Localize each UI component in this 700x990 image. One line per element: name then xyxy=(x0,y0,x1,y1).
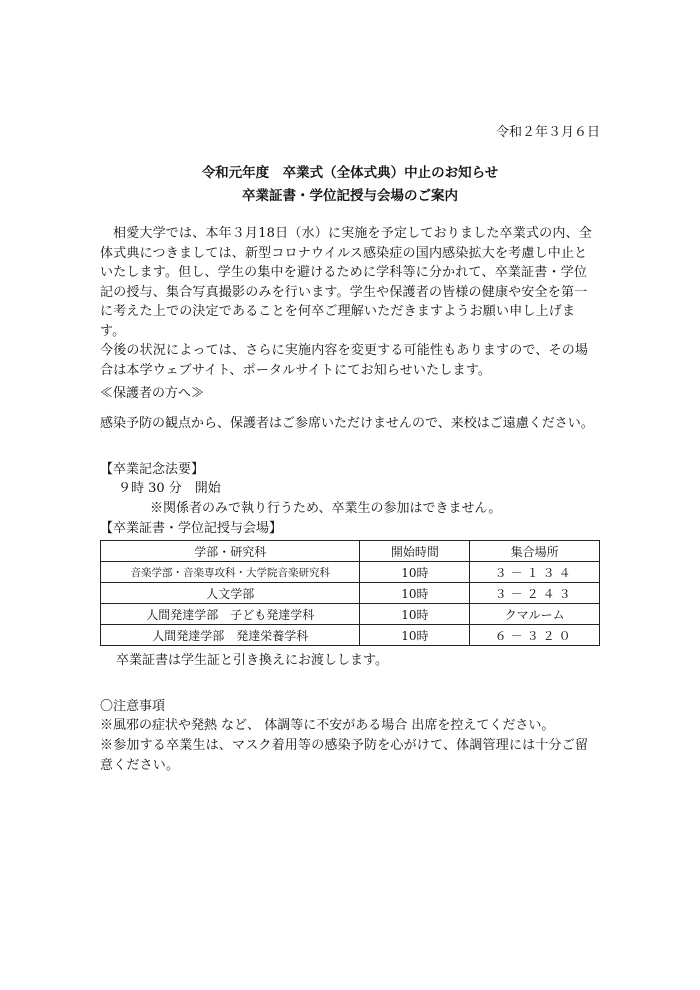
table-note: 卒業証書は学生証と引き換えにお渡しします。 xyxy=(116,653,388,668)
memorial-note: ※関係者のみで執り行うため、卒業生の参加はできません。 xyxy=(150,501,502,516)
cell-meeting-place: ３－１３４ xyxy=(470,562,600,583)
venue-table xyxy=(100,540,600,646)
memorial-heading: 【卒業記念法要】 xyxy=(100,462,205,477)
cell-meeting-place: クマルーム xyxy=(470,604,600,625)
cell-faculty: 人間発達学部 発達栄養学科 xyxy=(101,625,360,646)
note-item xyxy=(100,736,600,775)
header-start-time: 開始時間 xyxy=(360,541,470,562)
cell-start-time: 10時 xyxy=(360,604,470,625)
memorial-time: ９時 30 分 開始 xyxy=(118,481,221,496)
document-subtitle: 卒業証書・学位記授与会場のご案内 xyxy=(242,188,458,204)
cell-start-time: 10時 xyxy=(360,583,470,604)
note-item-text: ※参加する卒業生は、マスク着用等の感染予防を心がけて、体調管理には十分ご留意ください。 xyxy=(100,738,589,773)
guardians-heading: ≪保護者の方へ≫ xyxy=(100,386,205,401)
cell-faculty: 人文学部 xyxy=(101,583,360,604)
document-title: 令和元年度 卒業式（全体式典）中止のお知らせ xyxy=(201,165,499,181)
note-item: ※風邪の症状や発熱 など、 体調等に不安がある場合 出席を控えてください。 xyxy=(100,718,555,733)
table-row xyxy=(101,562,600,583)
cell-faculty: 人間発達学部 子ども発達学科 xyxy=(101,604,360,625)
document-date: 令和２年３月６日 xyxy=(495,125,600,140)
cell-faculty: 音楽学部・音楽専攻科・大学院音楽研究科 xyxy=(101,562,360,583)
cell-start-time: 10時 xyxy=(360,562,470,583)
table-row xyxy=(101,625,600,646)
guardians-text: 感染予防の観点から、保護者はご参席いただけませんので、来校はご遠慮ください。 xyxy=(100,416,594,431)
notes-heading: 〇注意事項 xyxy=(100,699,166,714)
intro-paragraph-2: 今後の状況によっては、さらに実施内容を変更する可能性もありますので、その場合は本学ウェブサイト、ポータルサイトにてお知らせいたします。 xyxy=(100,343,589,378)
table-header-row xyxy=(101,541,600,562)
table-row xyxy=(101,583,600,604)
header-faculty: 学部・研究科 xyxy=(101,541,360,562)
intro-section xyxy=(100,224,600,380)
cell-meeting-place: ６－３２０ xyxy=(470,625,600,646)
venue-heading: 【卒業証書・学位記授与会場】 xyxy=(100,521,283,536)
cell-start-time: 10時 xyxy=(360,625,470,646)
header-meeting-place: 集合場所 xyxy=(470,541,600,562)
table-row xyxy=(101,604,600,625)
intro-paragraph-1: 相愛大学では、本年３月18日（水）に実施を予定しておりました卒業式の内、全体式典につきましては、新型コロナウイルス感染症の国内感染拡大を考慮し中止といたします。但し、学生の集中を避けるために学科等に分かれて、卒業証書・学位記の授与、集合写真撮影のみを行います。学生や保護者の皆様の健康や安全を第一に考えた上での決定であることを何卒ご理解いただきますようお願い申し上げます。 xyxy=(100,226,592,339)
cell-meeting-place: ３－２４３ xyxy=(470,583,600,604)
